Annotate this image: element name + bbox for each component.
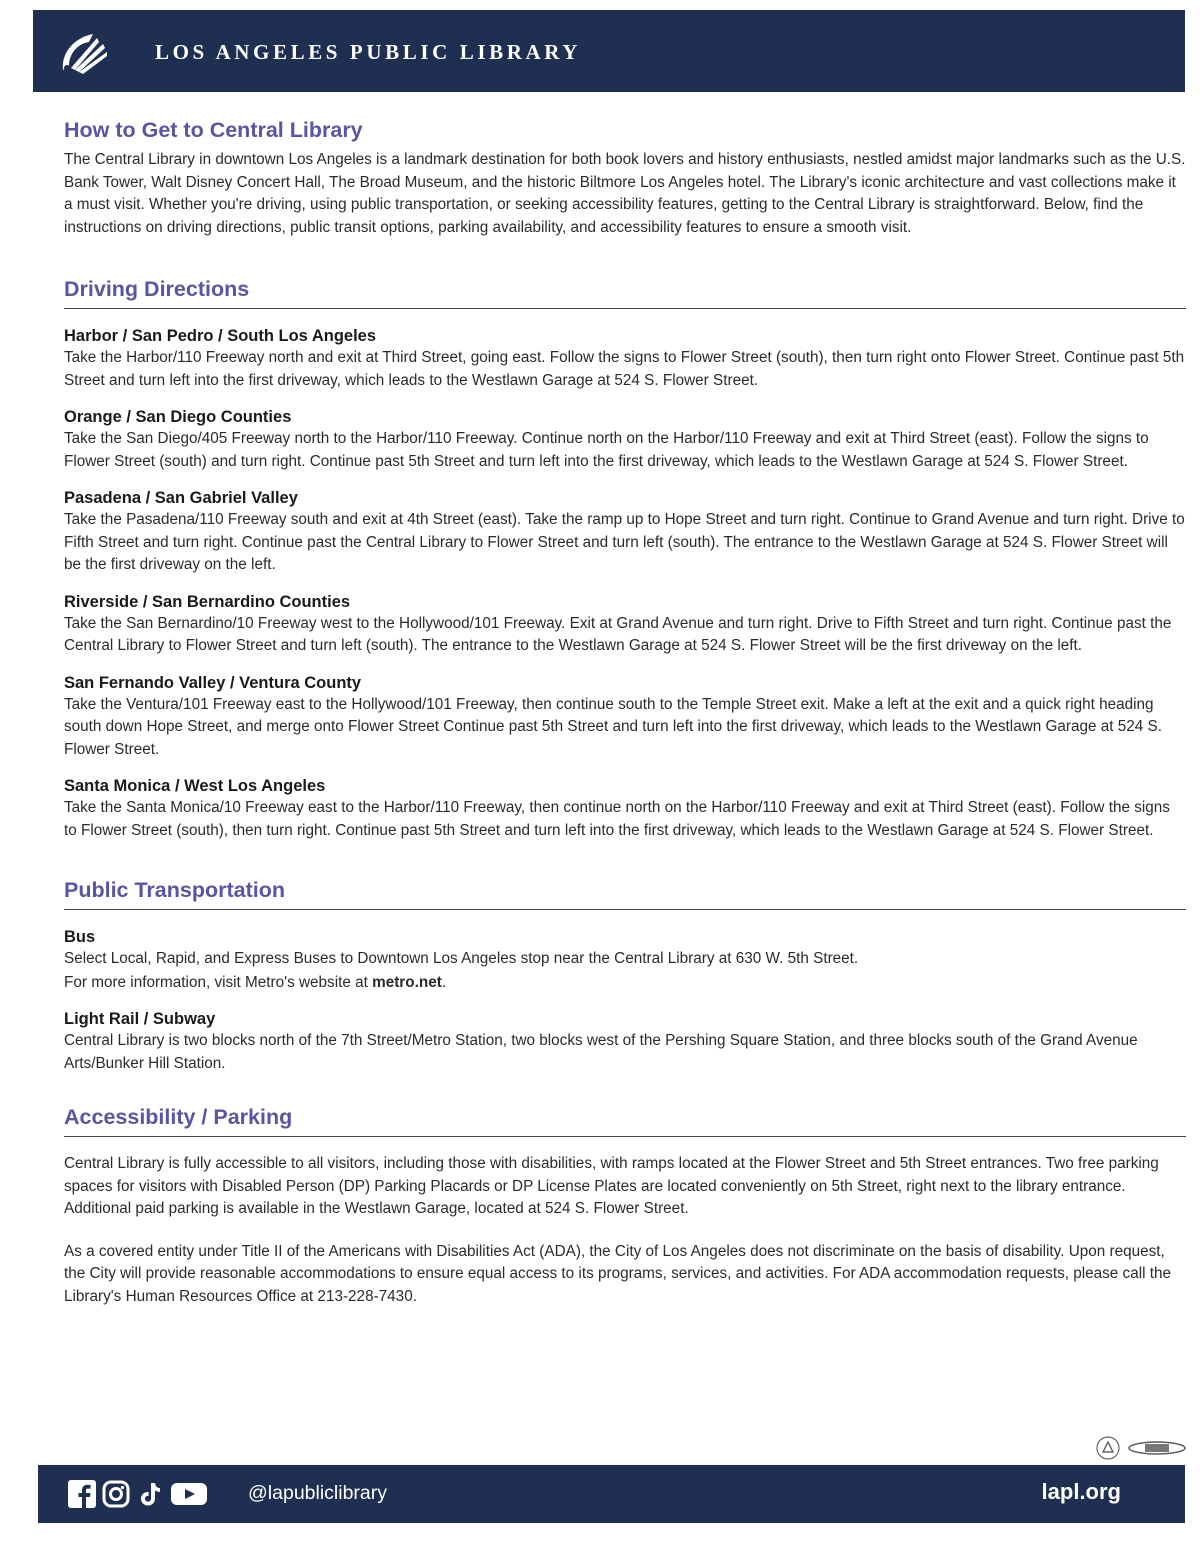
instagram-icon[interactable] bbox=[102, 1480, 130, 1508]
header-title: LOS ANGELES PUBLIC LIBRARY bbox=[155, 40, 582, 64]
recycle-icon bbox=[1095, 1435, 1121, 1461]
youtube-icon[interactable] bbox=[170, 1480, 208, 1508]
route-block bbox=[64, 673, 1186, 762]
metro-link[interactable]: metro.net bbox=[372, 973, 442, 991]
library-logo-icon bbox=[59, 30, 109, 74]
route-title: Pasadena / San Gabriel Valley bbox=[64, 489, 298, 507]
intro-heading: How to Get to Central Library bbox=[64, 118, 363, 142]
route-body: Take the San Bernardino/10 Freeway west to the Hollywood/101 Freeway. Exit at Grand Avenue and turn right. Drive to Fifth Street and turn right. Continue past the Central Library to Flower Street and turn left (south). The entrance to the Westlawn Garage at 524 S. Flower Street will be the first driveway on the left. bbox=[64, 614, 1172, 654]
route-body: Take the Pasadena/110 Freeway south and exit at 4th Street (east). Take the ramp up to Hope Street and turn right. Continue to Grand Avenue and turn right. Drive to Fifth Street and turn right. Continue past the Central Library to Flower Street and turn left (south). The entrance to the Westlawn Garage at 524 S. Flower Street will be the first driveway on the left. bbox=[64, 511, 1185, 573]
header-bar bbox=[33, 10, 1185, 92]
bus-info-period: . bbox=[441, 973, 447, 991]
social-icons bbox=[68, 1480, 208, 1508]
website-link[interactable]: lapl.org bbox=[1041, 1479, 1121, 1504]
social-handle[interactable]: @lapubliclibrary bbox=[248, 1482, 388, 1504]
route-body: Take the San Diego/405 Freeway north to the Harbor/110 Freeway. Continue north on the Harbor/110 Freeway and exit at Third Street (east). Follow the signs to Flower Street (south) and turn right. Continue past 5th Street and turn left into the first driveway, which leads to the Westlawn Garage at 524 S. Flower Street. bbox=[64, 430, 1149, 470]
main-content bbox=[64, 118, 1186, 1308]
route-body: Take the Santa Monica/10 Freeway east to the Harbor/110 Freeway, then continue north on the Harbor/110 Freeway and exit at Third Street (east). Follow the signs to Flower Street (south), then turn right. Continue past 5th Street and turn left into the first driveway, which leads to the Westlawn Garage at 524 S. Flower Street. bbox=[64, 799, 1170, 839]
bus-block bbox=[64, 927, 1186, 994]
route-title: San Fernando Valley / Ventura County bbox=[64, 673, 362, 692]
rail-title: Light Rail / Subway bbox=[64, 1010, 216, 1028]
bus-line-1: Select Local, Rapid, and Express Buses to Downtown Los Angeles stop near the Central Library at 630 W. 5th Street. bbox=[64, 950, 859, 967]
rail-block bbox=[64, 1009, 1186, 1075]
rail-body: Central Library is two blocks north of the 7th Street/Metro Station, two blocks west of the Pershing Square Station, and three blocks south of the Grand Avenue Arts/Bunker Hill Station. bbox=[64, 1032, 1138, 1072]
section-divider bbox=[64, 308, 1186, 309]
bus-title: Bus bbox=[64, 928, 96, 946]
access-heading: Accessibility / Parking bbox=[64, 1105, 293, 1129]
access-paragraph-2: As a covered entity under Title II of the Americans with Disabilities Act (ADA), the City of Los Angeles does not discriminate on the basis of disability. Upon request, the City will provide reasonable accommodations to ensure equal access to its programs, services, and activities. For ADA accommodation requests, please call the Library's Human Resources Office at 213-228-7430. bbox=[64, 1242, 1172, 1305]
union-label-icon bbox=[1127, 1440, 1187, 1456]
route-title: Riverside / San Bernardino Counties bbox=[64, 592, 351, 611]
tiktok-icon[interactable] bbox=[136, 1480, 164, 1508]
section-divider bbox=[64, 909, 1186, 910]
route-body: Take the Ventura/101 Freeway east to the Hollywood/101 Freeway, then continue south to the Temple Street exit. Make a left at the exit and a quick right heading south down Hope Street, and merge onto Flower Street Continue past 5th Street and turn left into the first driveway, which leads to the Westlawn Garage at 524 S. Flower Street. bbox=[64, 695, 1163, 758]
route-title: Harbor / San Pedro / South Los Angeles bbox=[64, 327, 377, 345]
bus-info-text: For more information, visit Metro's website at bbox=[64, 973, 373, 991]
facebook-icon[interactable] bbox=[68, 1480, 96, 1508]
route-block bbox=[64, 592, 1186, 658]
route-block bbox=[64, 488, 1186, 577]
route-block bbox=[64, 407, 1186, 473]
route-title: Santa Monica / West Los Angeles bbox=[64, 777, 326, 795]
access-paragraph-1: Central Library is fully accessible to all visitors, including those with disabilities, with ramps located at the Flower Street and 5th Street entrances. Two free parking spaces for visitors with Disabled Person (DP) Parking Placards or DP License Plates are located conveniently on 5th Street, right next to the library entrance. Additional paid parking is available in the Westlawn Garage, located at 524 S. Flower Street. bbox=[64, 1155, 1159, 1217]
route-block bbox=[64, 776, 1186, 842]
intro-paragraph: The Central Library in downtown Los Angeles is a landmark destination for both book lovers and history enthusiasts, nestled amidst major landmarks such as the U.S. Bank Tower, Walt Disney Concert Hall, The Broad Museum, and the historic Biltmore Los Angeles hotel. The Library's iconic architecture and vast collections make it a must visit. Whether you're driving, using public transportation, or seeking accessibility features, getting to the Central Library is straightforward. Below, find the instructions on driving directions, public transit options, parking availability, and accessibility features to ensure a smooth visit. bbox=[64, 151, 1186, 236]
transit-heading: Public Transportation bbox=[64, 878, 285, 902]
route-body: Take the Harbor/110 Freeway north and exit at Third Street, going east. Follow the signs to Flower Street (south), then turn right onto Flower Street. Continue past 5th Street and turn left into the first driveway, which leads to the Westlawn Garage at 524 S. Flower Street. bbox=[64, 349, 1185, 389]
route-block bbox=[64, 326, 1186, 392]
footer-bar bbox=[38, 1465, 1185, 1523]
section-divider bbox=[64, 1136, 1186, 1137]
bus-line-2 bbox=[64, 972, 1186, 995]
driving-heading: Driving Directions bbox=[64, 277, 250, 301]
route-title: Orange / San Diego Counties bbox=[64, 408, 292, 426]
